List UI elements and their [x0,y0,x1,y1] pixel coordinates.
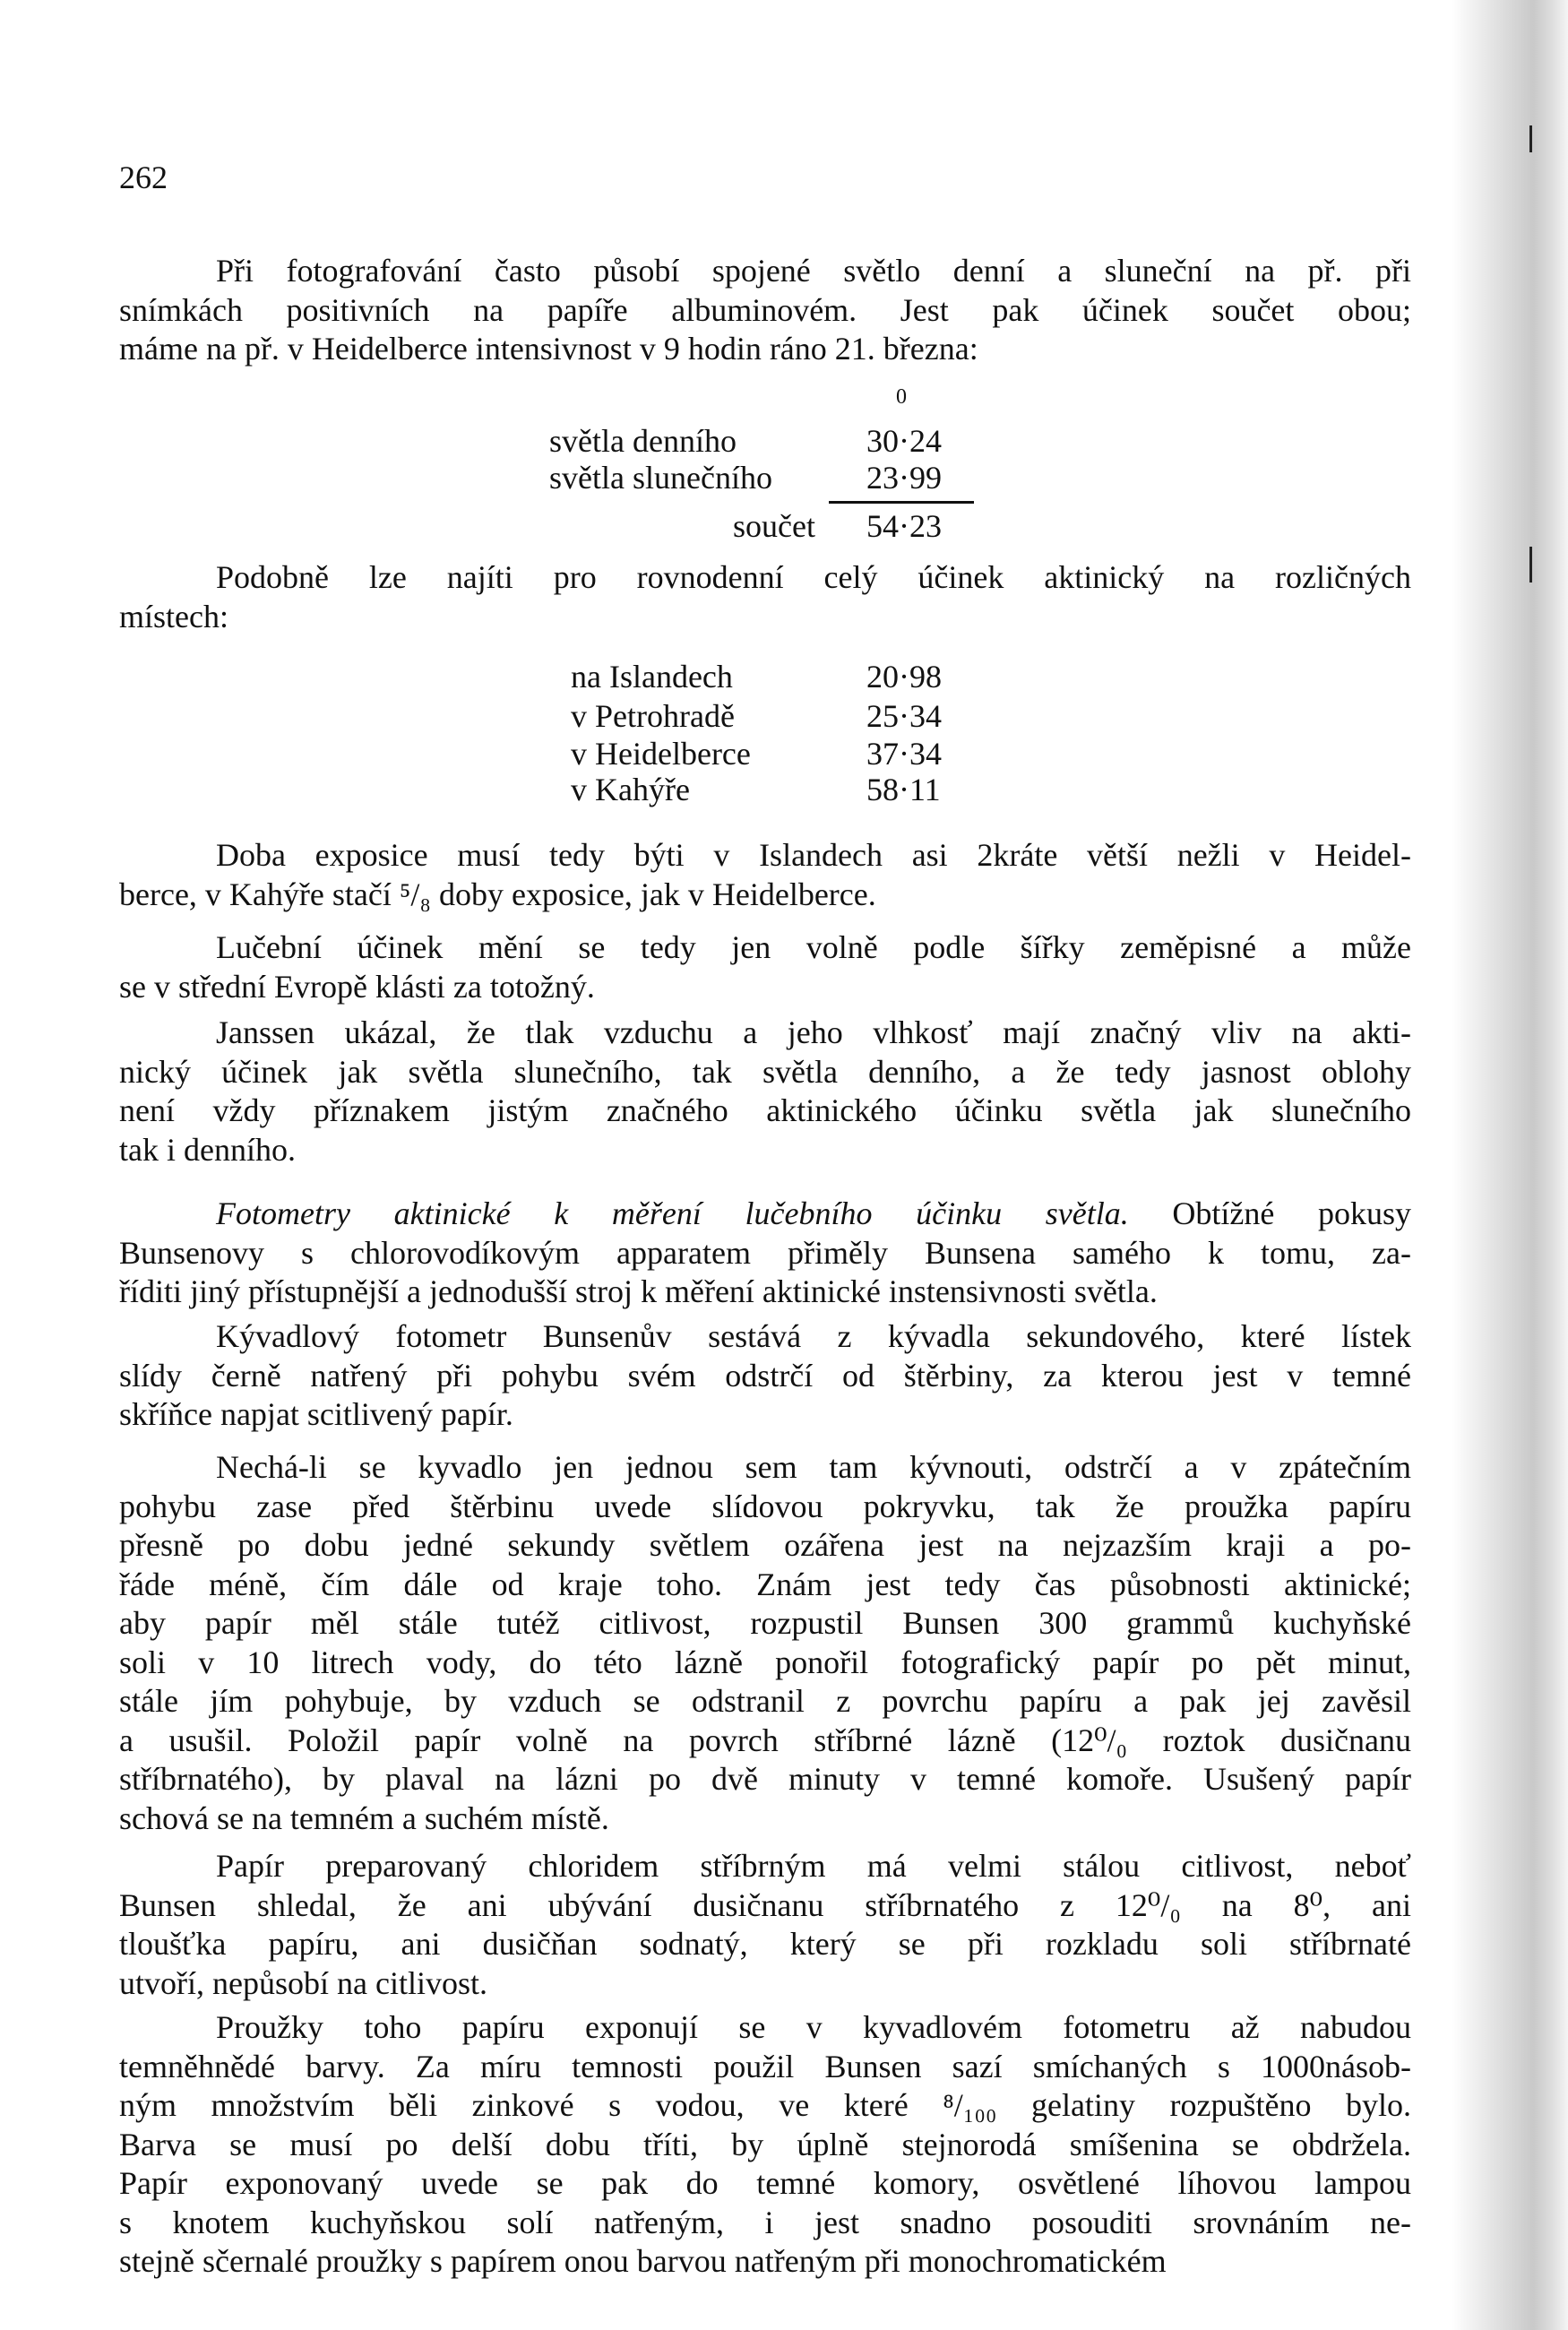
row-label: na Islandech [571,659,733,695]
row-value: 20·98 [866,659,942,695]
section-heading: Fotometry aktinické k měření lučebního účinku světla. [216,1195,1129,1231]
text-line: Proužky toho papíru exponují se v kyvadlovém fotometru až nabudou [216,2009,1411,2045]
text-line: tak i denního. [119,1131,296,1168]
text-line: utvoří, nepůsobí na citlivost. [119,1964,487,2001]
paragraph [119,1448,1411,1838]
text-line: máme na př. v Heidelberce intensivnost v 9 hodin ráno 21. března: [119,331,978,367]
row-value: 37·34 [866,736,942,772]
text-line: tloušťka papíru, ani dusičňan sodnatý, který se při rozkladu soli stříbrnaté [119,1926,1411,1962]
text-line: řáde méně, čím dále od kraje toho. Znám jest tedy čas působnosti aktinické; [119,1566,1411,1602]
paragraph [119,2008,1411,2282]
paragraph [119,928,1411,1006]
row-value: 30·24 [866,423,942,459]
text-line: Barva se musí po delší dobu tříti, by úplně stejnorodá smíšenina se obdržela. [119,2126,1411,2162]
page-edge-shadow [1452,0,1568,2330]
locations-table [571,657,1019,809]
text-line: stejně sčernalé proužky s papírem onou barvou natřeným při monochromatickém [119,2243,1167,2279]
paragraph [119,836,1411,914]
unit-degree: 0 [896,385,907,409]
row-label: světla slunečního [549,460,772,496]
text-line: s knotem kuchyňskou solí natřeným, i jest snadno posouditi srovnáním ne- [119,2204,1411,2240]
text-line: stále jím pohybuje, by vzduch se odstranil z povrchu papíru a pak jej zavěsil [119,1683,1411,1719]
total-label: součet [733,508,815,544]
text-line: Podobně lze najíti pro rovnodenní celý účinek aktinický na rozličných [216,559,1411,595]
paragraph [119,252,1411,369]
text-line: přesně po dobu jedné sekundy světlem ozářena jest na nejzazším kraji a po- [119,1527,1411,1563]
text-line [119,1195,1411,1234]
text-line: soli v 10 litrech vody, do této lázně ponořil fotografický papír po pět minut, [119,1644,1411,1680]
paragraph [119,1195,1411,1312]
paragraph [119,1317,1411,1435]
text-line: Bunsenovy s chlorovodíkovým apparatem přiměly Bunsena samého k tomu, za- [119,1234,1411,1271]
text-line: není vždy příznakem jistým značného aktinického účinku světla jak slunečního [119,1092,1411,1128]
text-line: berce, v Kahýře stačí ⁵/₈ doby exposice, jak v Heidelberce. [119,876,876,912]
text-line: se v střední Evropě klásti za totožný. [119,968,595,1005]
paragraph [119,558,1411,636]
text-line: temněhnědé barvy. Za míru temnosti použil Bunsen sazí smíchaných s 1000násob- [119,2048,1411,2084]
text-line: slídy černě natřený při pohybu svém odstrčí od štěrbiny, za kterou jest v temné [119,1357,1411,1394]
text-line: Janssen ukázal, že tlak vzduchu a jeho vlhkosť mají značný vliv na akti- [216,1014,1411,1050]
page-edge-mark [1529,547,1532,582]
row-label: v Kahýře [571,772,690,807]
text-line: Papír preparovaný chloridem stříbrným má velmi stálou citlivost, neboť [216,1848,1411,1884]
table-row [571,696,1019,736]
page-edge-mark [1529,125,1532,152]
text-line: skříňce napjat scitlivený papír. [119,1396,513,1432]
total-value: 54·23 [866,508,942,544]
text-line: Při fotografování často působí spojené světlo denní a sluneční na př. při [216,253,1411,289]
text-line: schová se na temném a suchém místě. [119,1799,609,1836]
text-line: nický účinek jak světla slunečního, tak světla denního, a že tedy jasnost oblohy [119,1053,1411,1090]
row-value: 25·34 [866,698,942,734]
page-number: 262 [119,160,168,195]
text-line: pohybu zase před štěrbinu uvede slídovou pokryvku, tak že proužka papíru [119,1488,1411,1524]
text-line: Nechá-li se kyvadlo jen jednou sem tam kývnouti, odstrčí a v zpátečním [216,1449,1411,1485]
intensity-table [549,421,997,546]
text-line: Lučební účinek mění se tedy jen volně podle šířky zeměpisné a může [216,929,1411,965]
table-total-row [549,506,997,546]
paragraph [119,1847,1411,2003]
text-line: říditi jiný přístupnější a jednodušší stroj k měření aktinické instensivnosti světla. [119,1273,1158,1309]
text-line: Kývadlový fotometr Bunsenův sestává z kývadla sekundového, které lístek [216,1318,1411,1354]
row-label: světla denního [549,423,737,459]
text-line: ným množstvím běli zinkové s vodou, ve které ⁸/₁₀₀ gelatiny rozpuštěno bylo. [119,2087,1411,2123]
table-row [571,734,1019,773]
table-row [549,421,997,461]
text-line: Papír exponovaný uvede se pak do temné komory, osvětlené líhovou lampou [119,2165,1411,2201]
paragraph [119,1014,1411,1169]
text-line: snímkách positivních na papíře albuminovém. Jest pak účinek součet obou; [119,291,1411,328]
text-line: Bunsen shledal, že ani ubývání dusičnanu stříbrnatého z 12⁰/₀ na 8⁰, ani [119,1886,1411,1923]
sum-rule [829,501,974,504]
text-line: Doba exposice musí tedy býti v Islandech asi 2kráte větší nežli v Heidel- [216,837,1411,873]
table-row [571,770,1019,809]
text-line: stříbrnatého), by plaval na lázni po dvě minuty v temné komoře. Usušený papír [119,1761,1411,1797]
table-row [549,458,997,497]
table-row [571,657,1019,696]
row-value: 58·11 [866,772,941,807]
row-value: 23·99 [866,460,942,496]
text-line-rest: Obtížné pokusy [1172,1195,1412,1231]
row-label: v Heidelberce [571,736,751,772]
text-line: aby papír měl stále tutéž citlivost, rozpustil Bunsen 300 grammů kuchyňské [119,1605,1411,1641]
text-line: místech: [119,598,228,634]
text-line: a usušil. Položil papír volně na povrch stříbrné lázně (12⁰/₀ roztok dusičnanu [119,1722,1411,1758]
row-label: v Petrohradě [571,698,735,734]
